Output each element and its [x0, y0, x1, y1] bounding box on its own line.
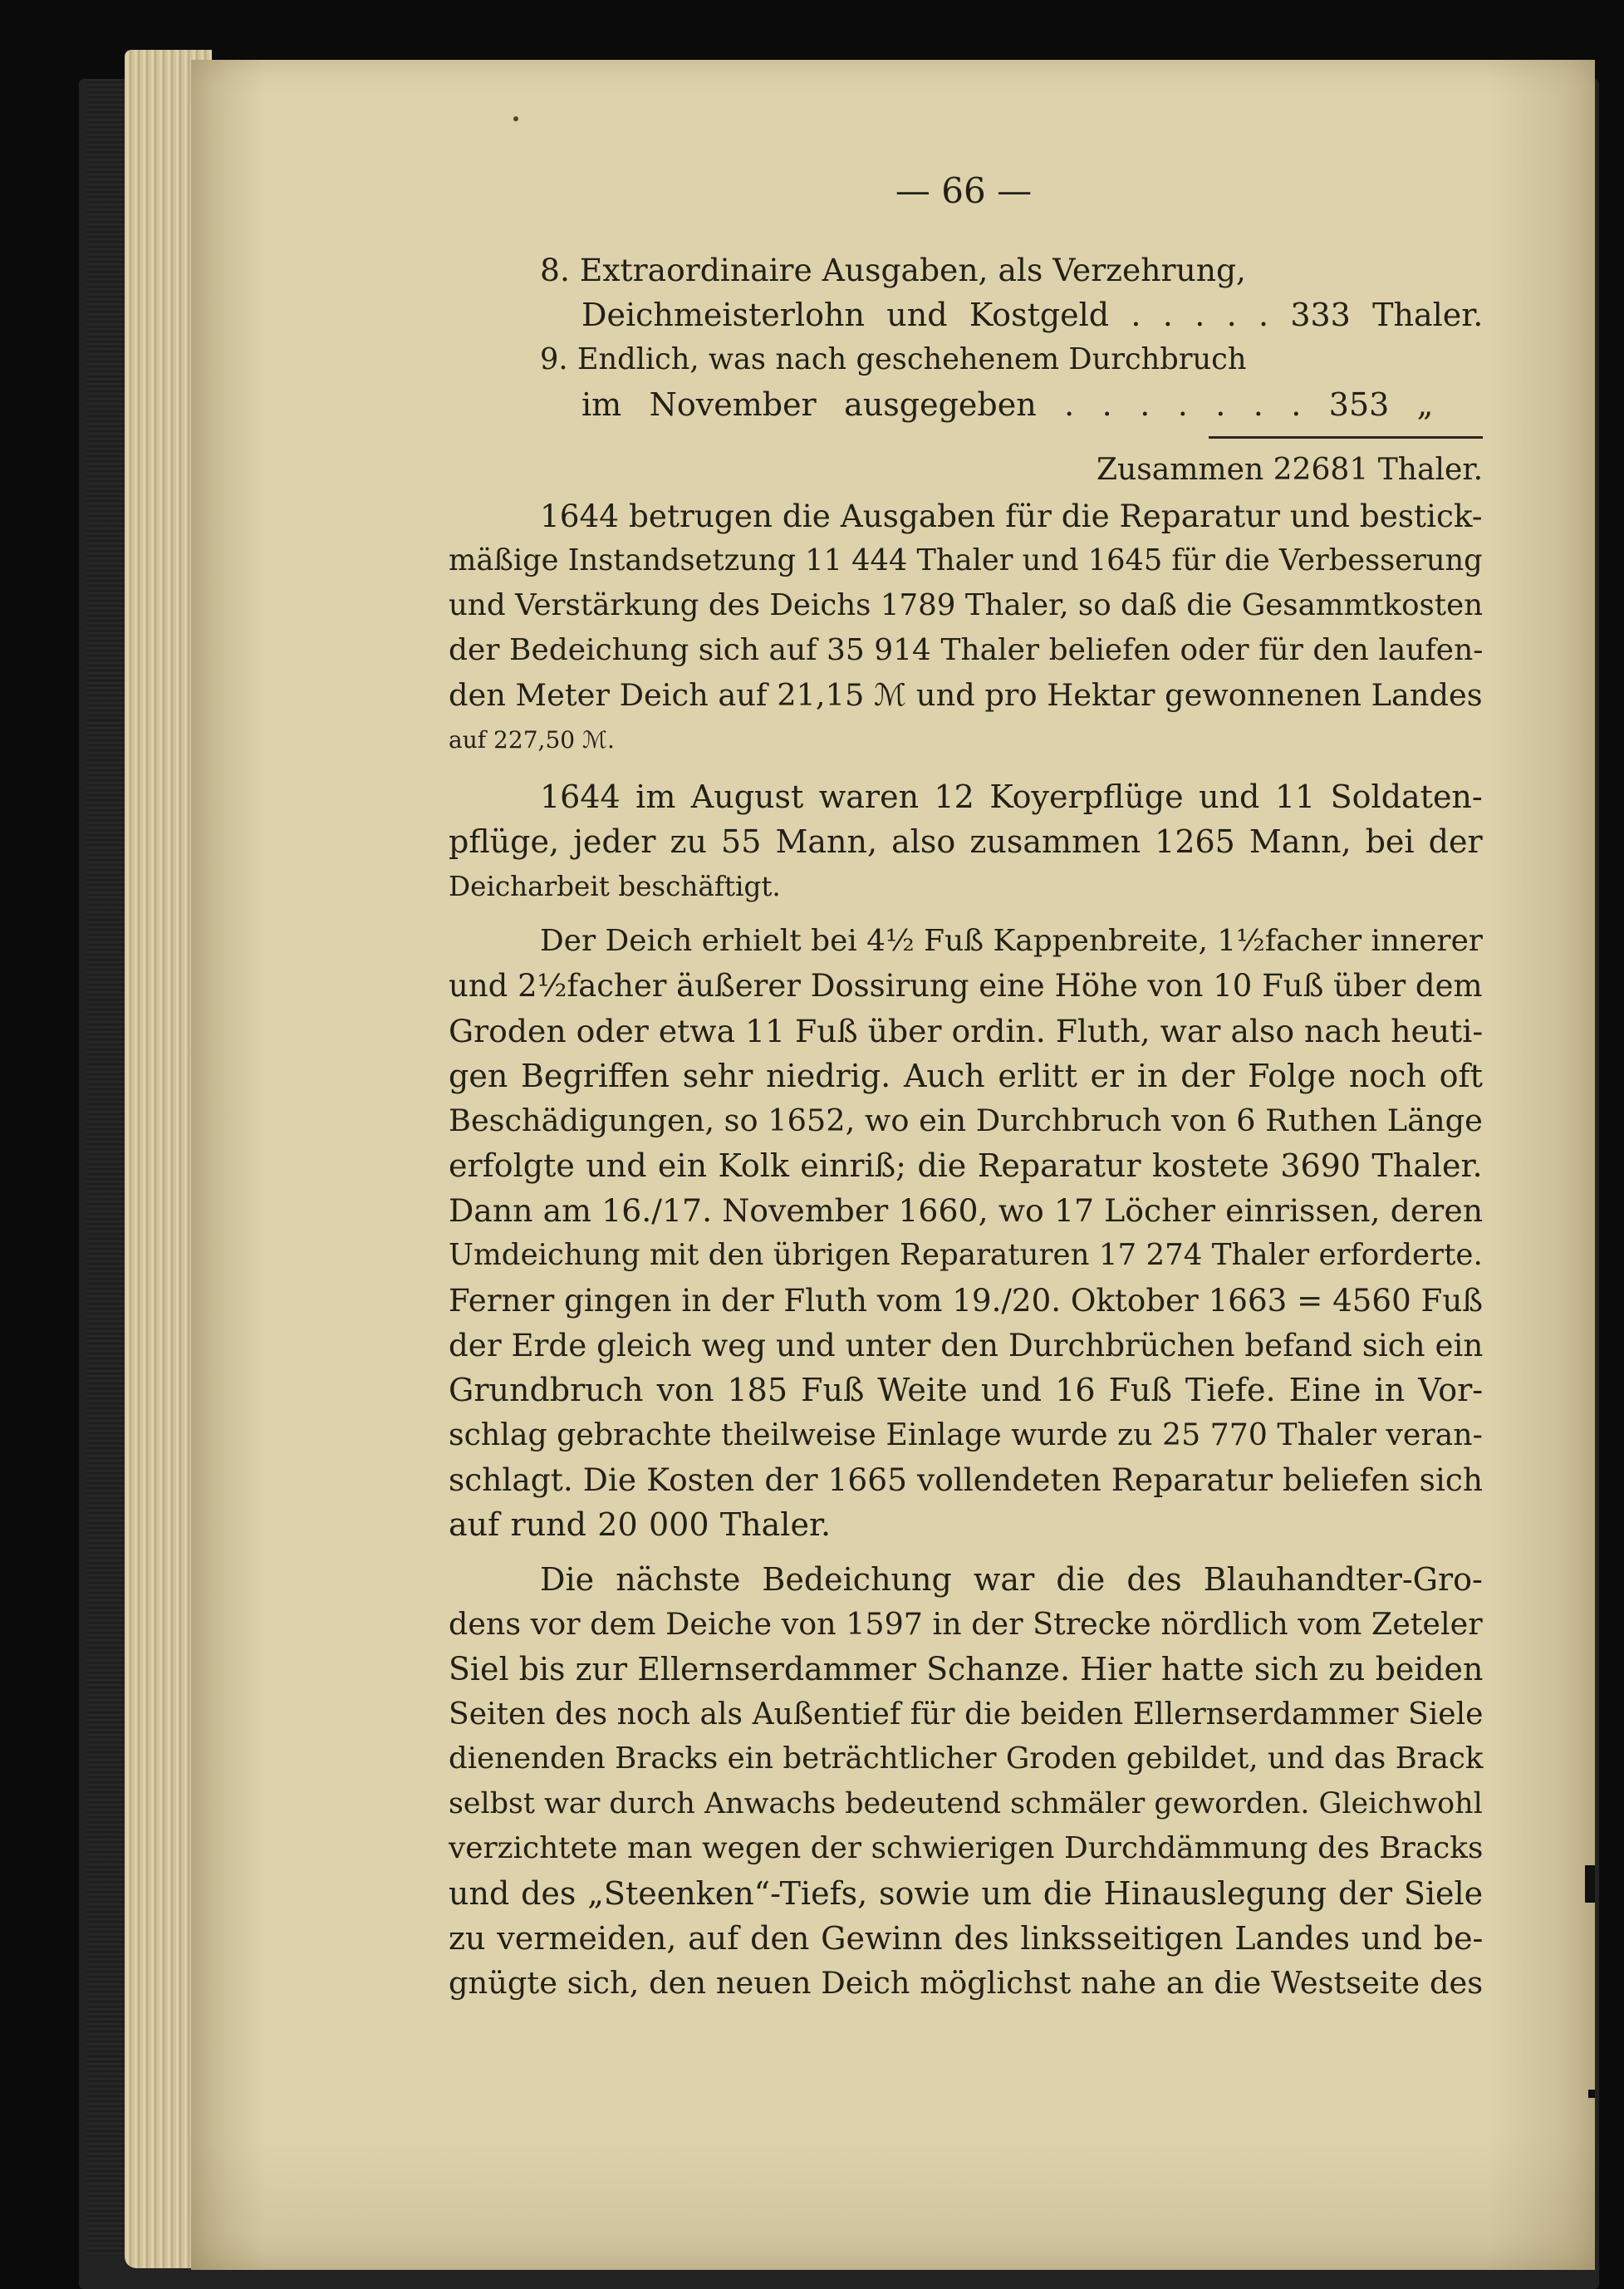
text-line: erfolgte und ein Kolk einriß; die Reparatur kostete 3690 Thaler. [449, 1147, 1483, 1184]
text-line: 9. Endlich, was nach geschehenem Durchbruch [540, 342, 1247, 376]
page-marker [1585, 1865, 1595, 1903]
text-line: 1644 betrugen die Ausgaben für die Reparatur und bestick- [540, 498, 1483, 534]
text-line: Grundbruch von 185 Fuß Weite und 16 Fuß Tiefe. Eine in Vor- [449, 1372, 1484, 1408]
text-line: schlagt. Die Kosten der 1665 vollendeten Reparatur beliefen sich [449, 1461, 1484, 1498]
text-line: mäßige Instandsetzung 11 444 Thaler und 1645 für die Verbesserung [449, 543, 1483, 577]
page-marker-small [1588, 2090, 1595, 2098]
text-line: Umdeichung mit den übrigen Reparaturen 17 274 Thaler erforderte. [449, 1238, 1483, 1272]
text-line: zu vermeiden, auf den Gewinn des linksseitigen Landes und be- [449, 1920, 1484, 1957]
text-line: Deichmeisterlohn und Kostgeld . . . . . 333 Thaler. [581, 297, 1484, 333]
text-line: und 2½facher äußerer Dossirung eine Höhe von 10 Fuß über dem [449, 968, 1483, 1004]
text-line: Die nächste Bedeichung war die des Blauhandter-Gro- [540, 1561, 1483, 1598]
ink-speck [513, 116, 518, 121]
text-line: schlag gebrachte theilweise Einlage wurde zu 25 770 Thaler veran- [449, 1417, 1483, 1452]
page-number: — 66 — [895, 170, 1033, 211]
text-line: Beschädigungen, so 1652, wo ein Durchbruch von 6 Ruthen Länge [449, 1103, 1483, 1138]
text-line: Der Deich erhielt bei 4½ Fuß Kappenbreite, 1½facher innerer [540, 924, 1483, 958]
text-line: im November ausgegeben . . . . . . . 353 „ [581, 386, 1434, 423]
text-line: auf 227,50 ℳ. [449, 726, 615, 754]
text-line: gen Begriffen sehr niedrig. Auch erlitt er in der Folge noch oft [449, 1058, 1483, 1094]
text-line: 8. Extraordinaire Ausgaben, als Verzehrung, [540, 252, 1246, 288]
text-line: auf rund 20 000 Thaler. [449, 1506, 832, 1543]
text-line: den Meter Deich auf 21,15 ℳ und pro Hektar gewonnenen Landes [449, 677, 1483, 713]
text-line: Deicharbeit beschäftigt. [449, 871, 781, 902]
text-line: der Erde gleich weg und unter den Durchbrüchen befand sich ein [449, 1327, 1484, 1363]
text-line: Groden oder etwa 11 Fuß über ordin. Fluth, war also nach heuti- [449, 1013, 1484, 1049]
sum-rule [1209, 436, 1483, 439]
text-line: verzichtete man wegen der schwierigen Durchdämmung des Bracks [449, 1831, 1484, 1865]
text-line: dienenden Bracks ein beträchtlicher Groden gebildet, und das Brack [449, 1741, 1484, 1776]
text-line: der Bedeichung sich auf 35 914 Thaler beliefen oder für den laufen- [449, 633, 1484, 667]
text-line: selbst war durch Anwachs bedeutend schmäler geworden. Gleichwohl [449, 1787, 1483, 1820]
text-line: 1644 im August waren 12 Koyerpflüge und 11 Soldaten- [540, 779, 1483, 815]
text-line: und Verstärkung des Deichs 1789 Thaler, so daß die Gesammtkosten [449, 588, 1484, 622]
text-line: Seiten des noch als Außentief für die beiden Ellernserdammer Siele [449, 1697, 1484, 1731]
text-line: gnügte sich, den neuen Deich möglichst nahe an die Westseite des [449, 1965, 1484, 2001]
text-line: und des „Steenken“-Tiefs, sowie um die Hinauslegung der Siele [449, 1875, 1484, 1912]
text-line: Siel bis zur Ellernserdammer Schanze. Hier hatte sich zu beiden [449, 1651, 1484, 1687]
text-line: Zusammen 22681 Thaler. [1097, 452, 1484, 487]
text-line: dens vor dem Deiche von 1597 in der Strecke nördlich vom Zeteler [449, 1606, 1483, 1642]
text-line: pflüge, jeder zu 55 Mann, also zusammen 1265 Mann, bei der [449, 823, 1483, 860]
text-line: Dann am 16./17. November 1660, wo 17 Löcher einrissen, deren [449, 1192, 1484, 1229]
text-line: Ferner gingen in der Fluth vom 19./20. Oktober 1663 = 4560 Fuß [449, 1282, 1484, 1319]
